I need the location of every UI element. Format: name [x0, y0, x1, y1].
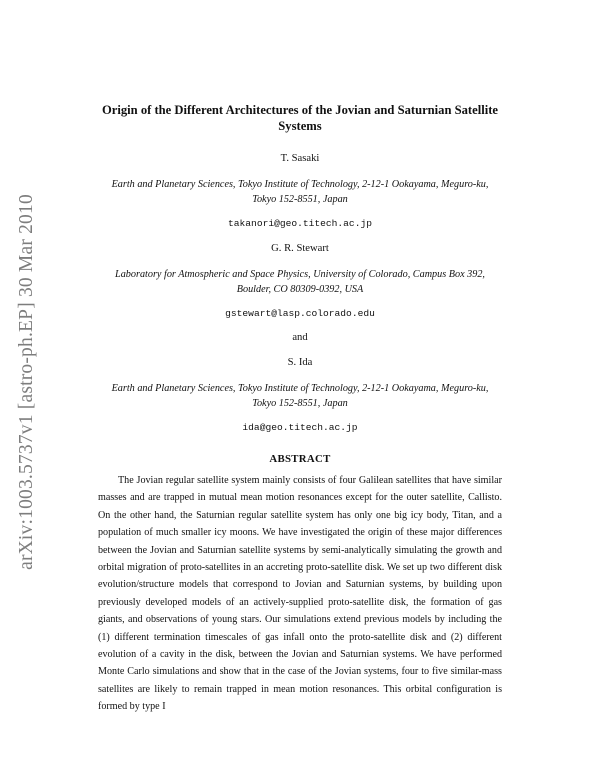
- author-email: takanori@geo.titech.ac.jp: [228, 218, 372, 229]
- arxiv-identifier-stamp: [8, 172, 46, 592]
- author-email: gstewart@lasp.colorado.edu: [225, 308, 375, 319]
- author-email: ida@geo.titech.ac.jp: [242, 422, 358, 433]
- arxiv-identifier-text: arXiv:1003.5737v1 [astro-ph.EP] 30 Mar 2010: [16, 194, 38, 570]
- paper-header: [82, 102, 518, 466]
- author-affiliation-line1: Laboratory for Atmospheric and Space Physics, University of Colorado, Campus Box 392,: [115, 269, 485, 280]
- paper-title: Origin of the Different Architectures of the Jovian and Saturnian Satellite Systems: [102, 103, 498, 133]
- author-affiliation-line1: Earth and Planetary Sciences, Tokyo Institute of Technology, 2-12-1 Ookayama, Meguro-ku,: [111, 179, 489, 190]
- author-affiliation-line2: Boulder, CO 80309-0392, USA: [236, 284, 364, 295]
- author-affiliation-line2: Tokyo 152-8551, Japan: [252, 398, 348, 409]
- author-conjunction: and: [292, 332, 308, 343]
- author-name: T. Sasaki: [280, 153, 320, 164]
- author-affiliation-line1: Earth and Planetary Sciences, Tokyo Institute of Technology, 2-12-1 Ookayama, Meguro-ku,: [111, 383, 489, 394]
- author-affiliation-line2: Tokyo 152-8551, Japan: [252, 194, 348, 205]
- author-name: S. Ida: [287, 357, 313, 368]
- abstract-body: The Jovian regular satellite system mainly consists of four Galilean satellites that have similar masses and are trapped in mutual mean motion resonances except for the outer satellite, Callisto. On the other hand, the Saturnian regular satellite system has only one big icy body, Titan, and a population of much smaller icy moons. We have investigated the origin of these major differences between the Jovian and Saturnian satellite systems by semi-analytically simulating the growth and orbital migration of proto-satellites in an accreting proto-satellite disk. We set up two different disk evolution/structure models that correspond to Jovian and Saturnian systems, by building upon previously developed models of an actively-supplied proto-satellite disk, the formation of gas giants, and observations of young stars. Our simulations extend previous models by including the (1) different termination timescales of gas infall onto the proto-satellite disk and (2) different evolution of a cavity in the disk, between the Jovian and Saturnian systems. We have performed Monte Carlo simulations and show that in the case of the Jovian systems, four to five similar-mass satellites are likely to remain trapped in mean motion resonances. This orbital configuration is formed by type I: [98, 475, 502, 713]
- abstract-heading: ABSTRACT: [269, 453, 331, 465]
- author-name: G. R. Stewart: [271, 243, 329, 254]
